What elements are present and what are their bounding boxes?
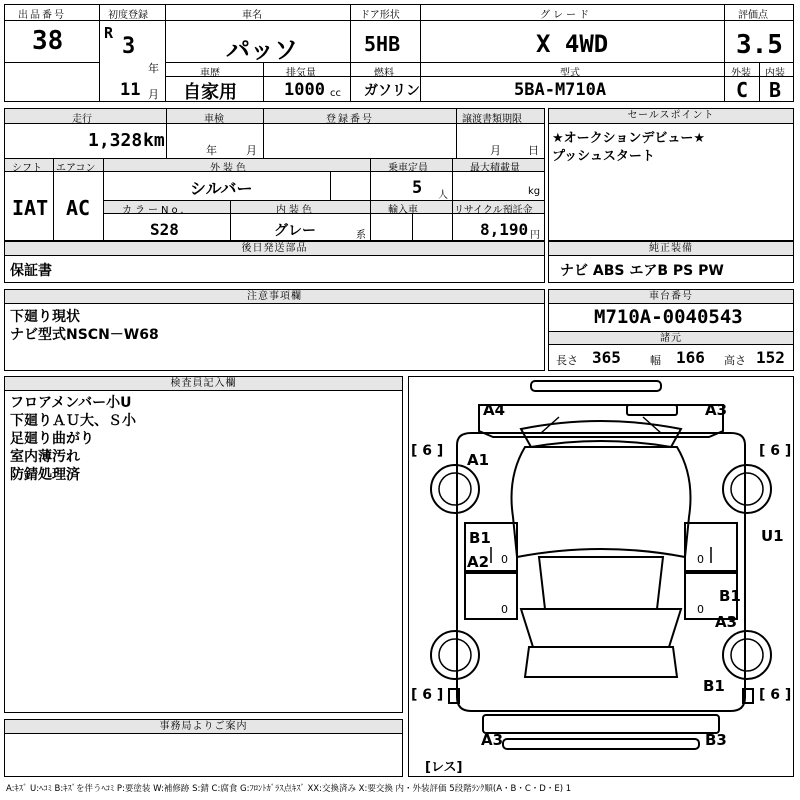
exterior-grade: C [736, 78, 749, 102]
color-no-label: カラーNo. [122, 205, 187, 216]
grade: X 4WD [536, 30, 609, 58]
tire-label: [ 6 ] [411, 443, 444, 459]
damage-mark: B1 [719, 587, 741, 605]
specs-label: 諸元 [660, 333, 682, 344]
recycle-fee: 8,190 [480, 220, 529, 239]
length-label: 長さ [556, 354, 578, 367]
history-label: 車歴 [200, 68, 220, 79]
equipment-value: ナビ ABS エアB PS PW [560, 263, 724, 279]
specs-header [549, 331, 793, 345]
damage-mark: A3 [715, 613, 738, 631]
spare-tire-label: [レス] [425, 760, 463, 775]
capacity-label: 乗車定員 [388, 163, 428, 174]
displacement-label: 排気量 [286, 68, 316, 79]
width-value: 166 [676, 348, 705, 367]
equipment-header [549, 242, 793, 256]
max-load-label: 最大積載量 [470, 163, 520, 174]
tire-label: [ 6 ] [759, 687, 792, 703]
divider [230, 200, 231, 241]
zero-mark: 0 [697, 553, 704, 566]
divider [724, 4, 725, 102]
grade-label: グレード [540, 10, 592, 21]
zero-mark: 0 [697, 603, 704, 616]
divider [53, 158, 54, 241]
history: 自家用 [183, 82, 237, 103]
import-label: 輸入車 [388, 205, 418, 216]
divider [4, 62, 99, 63]
chassis-label: 車台番号 [649, 291, 693, 302]
length-value: 365 [592, 348, 621, 367]
ext-color-label: 外装色 [210, 163, 249, 174]
sales-point-header [549, 109, 793, 124]
insp-month-unit: 月 [246, 144, 257, 157]
inspection-label: 車検 [204, 114, 224, 125]
divider [420, 62, 421, 102]
damage-mark: U1 [761, 527, 784, 545]
shift-label: シフト [12, 163, 42, 174]
later-parts-header [5, 242, 544, 256]
car-name-label: 車名 [242, 10, 262, 21]
mileage-unit: km [143, 130, 165, 151]
office-header [5, 720, 402, 734]
height-label: 高さ [724, 354, 746, 367]
divider [456, 108, 457, 158]
mileage-label: 走行 [72, 114, 92, 125]
chassis-header [549, 290, 793, 304]
interior-grade: B [769, 78, 782, 102]
inspector-header [5, 377, 402, 391]
damage-mark: A2 [467, 553, 490, 571]
transfer-day-unit: 日 [528, 144, 539, 157]
displacement: 1000 [284, 80, 325, 100]
damage-mark: B3 [705, 731, 727, 749]
lot-number: 38 [32, 26, 64, 56]
width-label: 幅 [650, 354, 661, 367]
interior-label: 内装 [765, 68, 785, 79]
score-label: 評価点 [738, 10, 768, 21]
inspector-label: 検査員記入欄 [170, 378, 237, 389]
divider [412, 214, 413, 241]
fuel: ガソリン [364, 83, 420, 99]
score: 3.5 [736, 30, 783, 60]
divider [350, 4, 351, 102]
damage-mark: B1 [703, 677, 725, 695]
later-parts-label: 後日発送部品 [241, 243, 308, 254]
divider [759, 62, 760, 102]
model-label: 型式 [560, 68, 580, 79]
car-diagram [409, 377, 793, 776]
tire-label: [ 6 ] [411, 687, 444, 703]
car-diagram-block [408, 376, 794, 777]
divider [263, 108, 264, 158]
mileage: 1,328 [88, 130, 143, 151]
damage-mark: A3 [481, 731, 504, 749]
zero-mark: 0 [501, 553, 508, 566]
damage-mark: A4 [483, 401, 506, 419]
damage-mark: A3 [705, 401, 728, 419]
int-color-suffix: 系 [356, 230, 366, 241]
color-no: S28 [150, 220, 179, 239]
door-label: ドア形状 [360, 10, 400, 21]
model-code: 5BA-M710A [514, 80, 607, 100]
divider [420, 4, 421, 62]
notes-value: 下廻り現状 ナビ型式NSCN－W68 [10, 309, 159, 343]
divider [330, 172, 331, 200]
office-label: 事務局よりご案内 [159, 721, 248, 732]
damage-mark: B1 [469, 529, 491, 547]
exterior-label: 外装 [731, 68, 751, 79]
later-parts-value: 保証書 [10, 263, 52, 279]
ac: AC [66, 196, 91, 220]
tire-label: [ 6 ] [759, 443, 792, 459]
sales-point-block [548, 108, 794, 241]
int-color-label: 内装色 [276, 205, 315, 216]
divider [165, 62, 166, 102]
door-type: 5HB [364, 32, 401, 56]
capacity-unit: 人 [438, 190, 448, 201]
regno-label: 登録番号 [326, 114, 374, 125]
reg-year: 3 [122, 34, 136, 59]
month-unit: 月 [148, 88, 159, 101]
zero-mark: 0 [501, 603, 508, 616]
car-name: パッソ [226, 36, 298, 64]
damage-mark: A1 [467, 451, 490, 469]
fuel-label: 燃料 [374, 68, 394, 79]
reg-month: 11 [120, 80, 141, 100]
divider [165, 4, 166, 62]
transfer-month-unit: 月 [490, 144, 501, 157]
chassis-number: M710A-0040543 [594, 306, 743, 328]
capacity: 5 [412, 178, 423, 198]
ext-color: シルバー [190, 179, 253, 198]
notes-label: 注意事項欄 [247, 291, 302, 302]
lot-no-label: 出品番号 [18, 10, 66, 21]
year-unit: 年 [148, 62, 159, 75]
transfer-label: 譲渡書類期限 [462, 114, 522, 125]
sales-points: ★オークションデビュー★ プッシュスタート [552, 131, 706, 164]
shift: IAT [12, 196, 49, 220]
int-color: グレー [274, 223, 316, 239]
equipment-label: 純正装備 [649, 243, 693, 254]
era-letter: R [104, 24, 114, 42]
legend: A:ｷｽﾞ U:ﾍｺﾐ B:ｷｽﾞを伴うﾍｺﾐ P:要塗装 W:補修跡 S:錆 C:腐食 G:ﾌﾛﾝﾄｶﾞﾗｽ点ｷｽﾞ XX:交換済み X:要交換 内・外装評価 5段階ﾗﾝｸ順(A・B・C・D・E) 1 [6, 784, 572, 794]
divider [263, 62, 264, 102]
height-value: 152 [756, 348, 785, 367]
divider [165, 76, 724, 77]
divider [166, 108, 167, 158]
max-load-unit: kg [528, 186, 541, 197]
sales-point-label: セールスポイント [627, 110, 715, 121]
inspector-notes: フロアメンバー小U 下廻りＡＵ大、Ｓ小 足廻り曲がり 室内薄汚れ 防錆処理済 [10, 395, 136, 483]
first-reg-label: 初度登録 [108, 10, 148, 21]
insp-year-unit: 年 [206, 144, 217, 157]
displacement-unit: cc [330, 88, 341, 99]
divider [99, 4, 100, 102]
notes-header [5, 290, 544, 304]
ac-label: エアコン [56, 163, 96, 174]
recycle-unit: 円 [530, 230, 540, 241]
recycle-label: リサイクル預託金 [454, 205, 533, 216]
